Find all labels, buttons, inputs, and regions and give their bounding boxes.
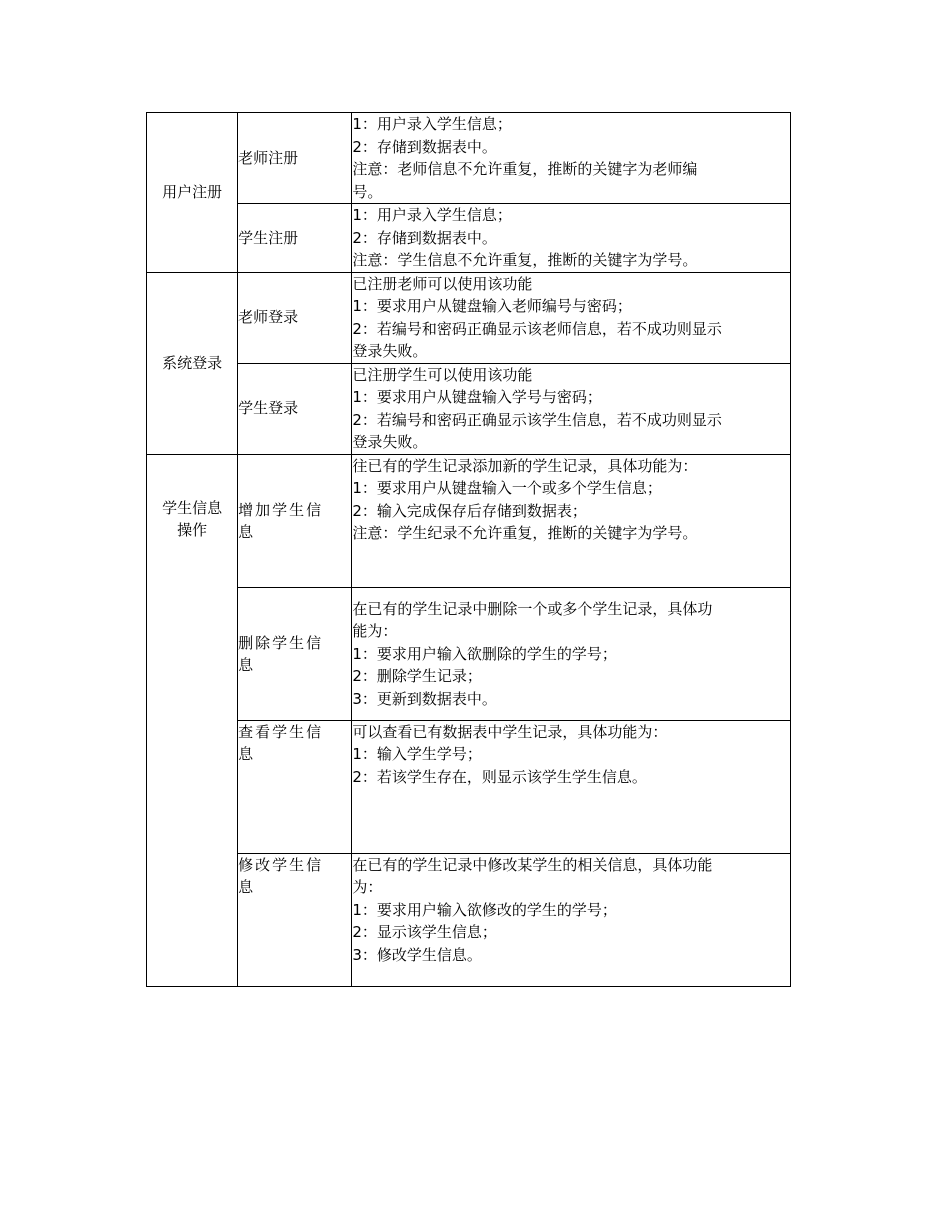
module-cell-student-info-operations [147, 454, 238, 986]
description-line: 注意：学生信息不允许重复，推断的关键字为学号。 [352, 251, 698, 269]
description-line: 2：删除学生记录； [352, 667, 482, 685]
description-line: 登录失败。 [352, 433, 428, 451]
module-label: 学生信息 [162, 498, 223, 517]
description-line: 号。 [352, 182, 383, 201]
function-label: 查看学生信 [238, 722, 324, 741]
function-cell [238, 720, 352, 853]
description-cell [352, 454, 791, 587]
table-row [147, 853, 791, 986]
description-line: 1：要求用户输入欲删除的学生的学号； [352, 644, 617, 663]
module-label: 操作 [177, 521, 208, 539]
description-line: 注意：老师信息不允许重复，推断的关键字为老师编 [352, 160, 698, 178]
description-line: 1：输入学生学号； [352, 745, 482, 763]
function-label: 老师登录 [238, 308, 299, 327]
description-line: 2：若该学生存在，则显示该学生学生信息。 [352, 767, 647, 786]
function-label: 老师注册 [238, 148, 299, 167]
function-cell [238, 363, 352, 454]
description-line: 2：若编号和密码正确显示该老师信息，若不成功则显示 [352, 319, 722, 338]
description-line: 往已有的学生记录添加新的学生记录，具体功能为： [352, 456, 698, 475]
description-cell [352, 363, 791, 454]
description-cell [352, 272, 791, 363]
description-line: 在已有的学生记录中修改某学生的相关信息，具体功能 [352, 855, 713, 874]
function-cell [238, 113, 352, 204]
table-row [147, 720, 791, 853]
description-line: 1：用户录入学生信息； [352, 115, 512, 133]
description-line: 登录失败。 [352, 342, 428, 360]
description-cell [352, 720, 791, 853]
description-line: 注意：学生纪录不允许重复，推断的关键字为学号。 [352, 524, 698, 542]
function-label: 删除学生信 [238, 633, 324, 652]
function-cell [238, 204, 352, 273]
description-line: 3：修改学生信息。 [352, 945, 482, 964]
description-line: 可以查看已有数据表中学生记录，具体功能为： [352, 722, 668, 741]
description-line: 已注册老师可以使用该功能 [352, 274, 533, 293]
description-line: 1：用户录入学生信息； [352, 206, 512, 224]
function-label: 息 [238, 745, 254, 763]
module-label: 系统登录 [162, 353, 223, 372]
function-label: 息 [238, 523, 254, 541]
function-cell [238, 853, 352, 986]
description-cell [352, 587, 791, 720]
description-cell [352, 113, 791, 204]
description-line: 已注册学生可以使用该功能 [352, 365, 533, 384]
description-line: 2：输入完成保存后存储到数据表； [352, 501, 587, 520]
function-cell [238, 454, 352, 587]
description-line: 1：要求用户从键盘输入学号与密码； [352, 388, 602, 406]
description-line: 1：要求用户从键盘输入老师编号与密码； [352, 297, 632, 315]
description-line: 2：存储到数据表中。 [352, 228, 497, 247]
description-line: 2：显示该学生信息； [352, 923, 497, 941]
table-row [147, 587, 791, 720]
table-row [147, 272, 791, 363]
table-row [147, 454, 791, 587]
table-row [147, 363, 791, 454]
function-label: 息 [238, 878, 254, 896]
description-line: 3：更新到数据表中。 [352, 689, 497, 708]
requirements-table [146, 112, 791, 987]
description-line: 在已有的学生记录中删除一个或多个学生记录，具体功 [352, 599, 713, 618]
description-line: 1：要求用户从键盘输入一个或多个学生信息； [352, 479, 662, 497]
function-label: 息 [238, 656, 254, 674]
description-line: 1：要求用户输入欲修改的学生的学号； [352, 900, 617, 919]
function-cell [238, 272, 352, 363]
description-cell [352, 853, 791, 986]
function-label: 学生登录 [238, 399, 299, 418]
module-cell-system-login [147, 272, 238, 454]
table-row [147, 204, 791, 273]
description-line: 2：若编号和密码正确显示该学生信息，若不成功则显示 [352, 410, 722, 429]
description-line: 2：存储到数据表中。 [352, 137, 497, 156]
description-cell [352, 204, 791, 273]
module-cell-user-registration [147, 113, 238, 273]
module-label: 用户注册 [162, 183, 223, 201]
function-label: 修改学生信 [238, 855, 324, 874]
description-line: 为： [352, 878, 383, 896]
table-row [147, 113, 791, 204]
function-label: 增加学生信 [238, 500, 324, 519]
function-label: 学生注册 [238, 228, 299, 247]
description-line: 能为： [352, 622, 398, 640]
function-cell [238, 587, 352, 720]
